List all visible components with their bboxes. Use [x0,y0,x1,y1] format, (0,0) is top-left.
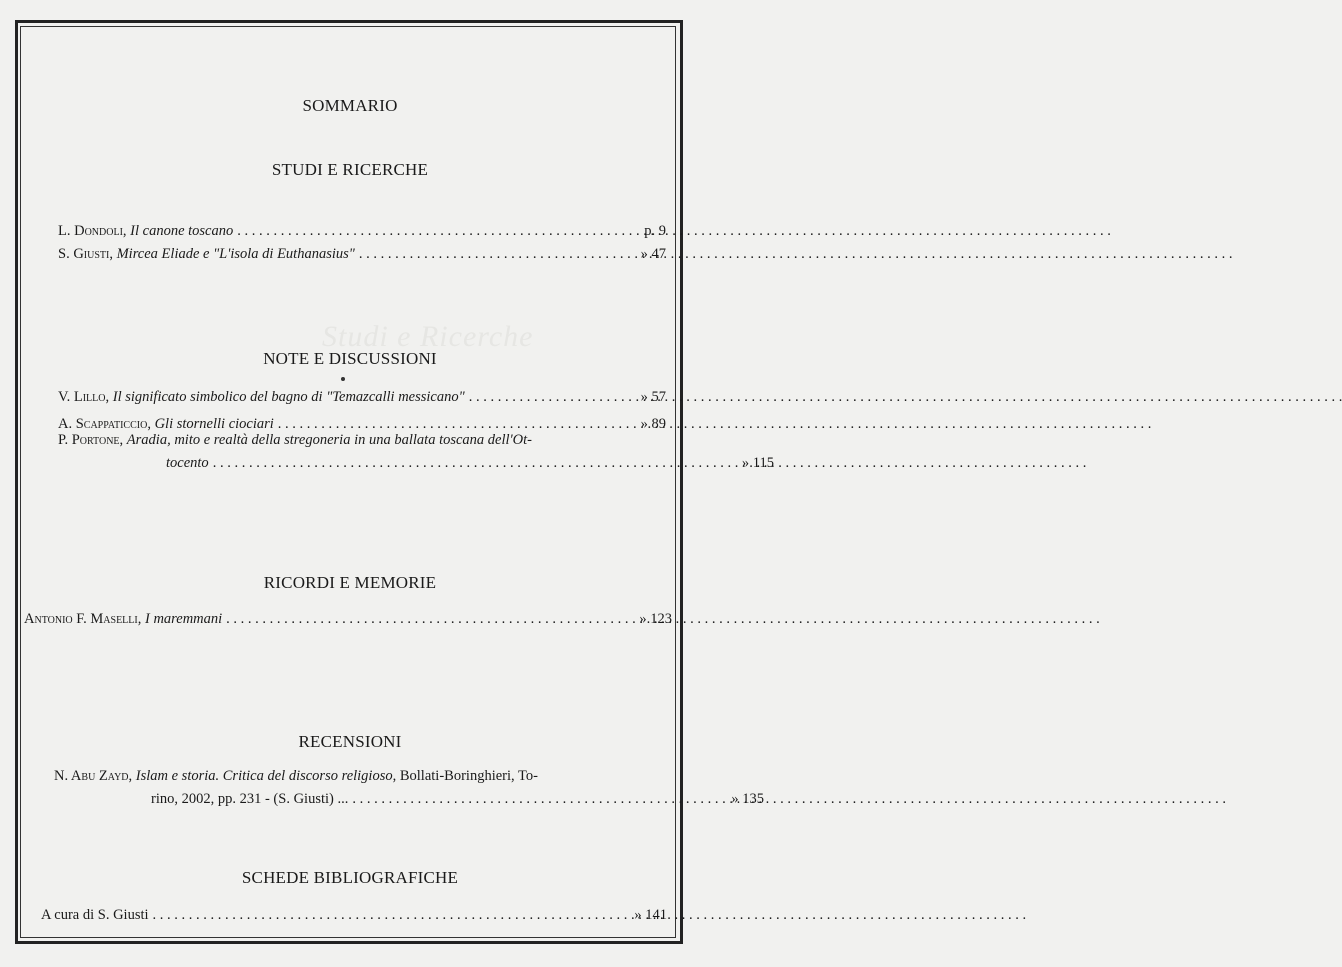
entry-page: » 57 [640,389,666,405]
heading-studi-e-ricerche: STUDI E RICERCHE [271,160,429,179]
entry-title: Il significato simbolico del bagno di "Temazcalli messicano" [112,389,465,405]
toc-entry-maselli[interactable] [24,608,672,631]
entry-author: Antonio F. Maselli, [24,611,142,627]
toc-entry-dondoli[interactable] [58,220,666,243]
watermark-text: Studi e Ricerche [322,320,534,353]
entry-title: Il canone toscano [130,223,234,239]
toc-entry-schede[interactable] [41,904,667,927]
leader-dots [226,608,626,631]
entry-page: » 115 [741,455,774,471]
entry-title: Mircea Eliade e "L'isola di Euthanasius" [116,246,355,262]
entry-author: P. Portone, [58,432,124,448]
entry-title: Gli stornelli ciociari [154,416,274,432]
leader-dots [359,243,620,266]
toc-entry-giusti[interactable] [58,243,666,266]
heading-recensioni: RECENSIONI [298,732,402,751]
entry-page: » 89 [640,416,666,432]
toc-entry-abu-zayd[interactable] [54,765,764,811]
leader-dots [237,220,620,243]
leader-dots [213,452,728,475]
heading-ricordi-e-memorie: RICORDI E MEMORIE [263,573,437,592]
entry-page: p. 9 [644,223,666,239]
heading-schede-bibliografiche: SCHEDE BIBLIOGRAFICHE [241,868,459,887]
entry-publisher: , Bollati-Boringhieri, To- [392,768,538,784]
leader-dots [469,386,620,409]
entry-page: » 135 [731,791,764,807]
entry-title-line2: tocento [166,455,209,471]
entry-title-line1: Aradia, mito e realtà della stregoneria in una ballata toscana dell'Ot- [126,432,532,448]
leader-dots [153,904,621,927]
entry-author: A. Scappaticcio, [58,416,151,432]
entry-page: » 141 [634,907,667,923]
entry-author: L. Dondoli, [58,223,127,239]
entry-line2: rino, 2002, pp. 231 - (S. Giusti) ... [151,791,349,807]
entry-page: » 123 [639,611,672,627]
entry-title: Islam e storia. Critica del discorso religioso [135,768,393,784]
entry-author: V. Lillo, [58,389,110,405]
entry-author: N. Abu Zayd, [54,768,133,784]
entry-title: I maremmani [144,611,223,627]
heading-note-e-discussioni: NOTE E DISCUSSIONI [263,349,437,368]
leader-dots [352,788,718,811]
toc-entry-portone[interactable] [58,429,774,475]
entry-author: S. Giusti, [58,246,113,262]
sommario-title: SOMMARIO [302,96,398,115]
entry-author: A cura di S. Giusti [41,907,149,923]
toc-entry-lillo[interactable] [58,386,666,409]
entry-page: » 47 [640,246,666,262]
bullet-dot [341,377,345,381]
